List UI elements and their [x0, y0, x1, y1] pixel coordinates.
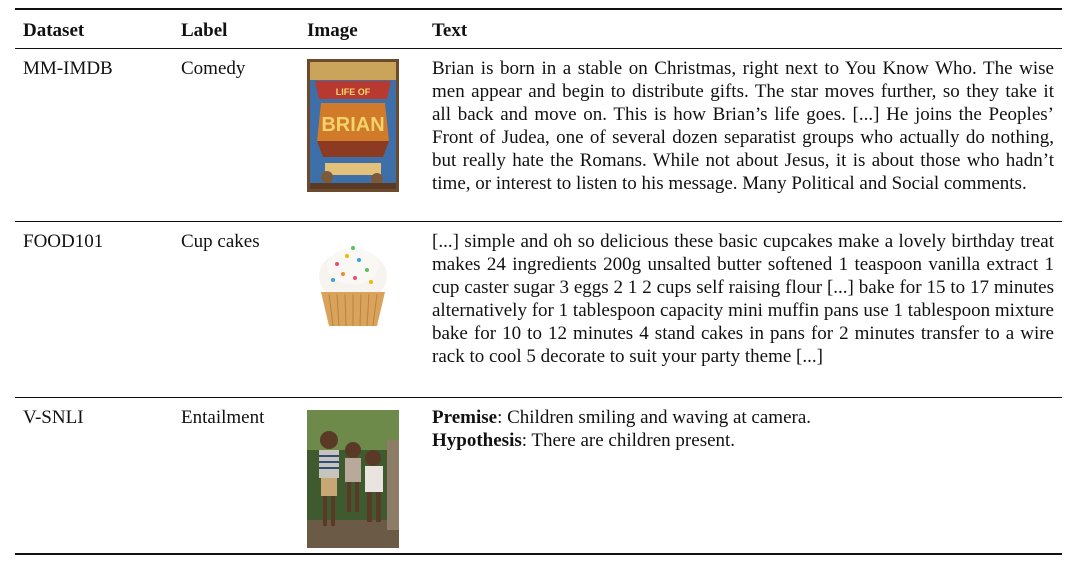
svg-text:LIFE OF: LIFE OF: [335, 87, 371, 97]
header-image: Image: [307, 20, 358, 41]
text-cell: Brian is born in a stable on Christmas, right next to You Know Who. The wise men appear and begin to distribute gifts. The star moves further, so they take it all back and move on. This is how Brian’s life goes. [...] He joins the Peoples’ Front of Judea, one of several dozen separatist groups who actually do nothing, but really hate the Romans. While not about Jesus, it is about those who hadn’t time, or interest to listen to his message. Many Political and Social comments.: [432, 58, 1054, 194]
hypothesis-text: : There are children present.: [521, 430, 736, 451]
bottom-rule: [15, 553, 1062, 555]
label-cell: Entailment: [181, 407, 265, 428]
premise-label: Premise: [432, 407, 498, 428]
premise-line: [432, 406, 1054, 429]
text-cell: [432, 406, 1054, 452]
header-label: Label: [181, 20, 228, 41]
dataset-cell: MM-IMDB: [23, 58, 113, 79]
movie-poster-icon: [307, 59, 399, 192]
header-row: [15, 10, 1062, 48]
table-row: [15, 49, 1062, 221]
cupcake-photo-icon: [307, 234, 399, 334]
text-cell: [...] simple and oh so delicious these basic cupcakes make a lovely birthday treat makes 24 ingredients 200g unsalted butter softened 1 teaspoon vanilla extract 1 cup caster sugar 3 eggs 2 1 2 cups self raising flour [...] bake for 15 to 17 minutes alternatively for 1 tablespoon capacity mini muffin pans use 1 tablespoon mixture bake for 10 to 12 minutes 4 stand cakes in pans for 2 minutes transfer to a wire rack to cool 5 decorate to suit your party theme [...]: [432, 231, 1054, 367]
hypothesis-label: Hypothesis: [432, 430, 522, 451]
dataset-cell: FOOD101: [23, 231, 104, 252]
hypothesis-line: [432, 429, 1054, 452]
label-cell: Cup cakes: [181, 231, 260, 252]
children-photo-icon: [307, 410, 399, 548]
premise-text: : Children smiling and waving at camera.: [497, 407, 812, 428]
label-cell: Comedy: [181, 58, 246, 79]
dataset-examples-table: [15, 8, 1062, 555]
dataset-cell: V-SNLI: [23, 407, 84, 428]
header-dataset: Dataset: [23, 20, 85, 41]
svg-text:BRIAN: BRIAN: [321, 114, 385, 136]
header-text: Text: [432, 20, 468, 41]
table-row: [15, 222, 1062, 397]
table-row: [15, 398, 1062, 553]
